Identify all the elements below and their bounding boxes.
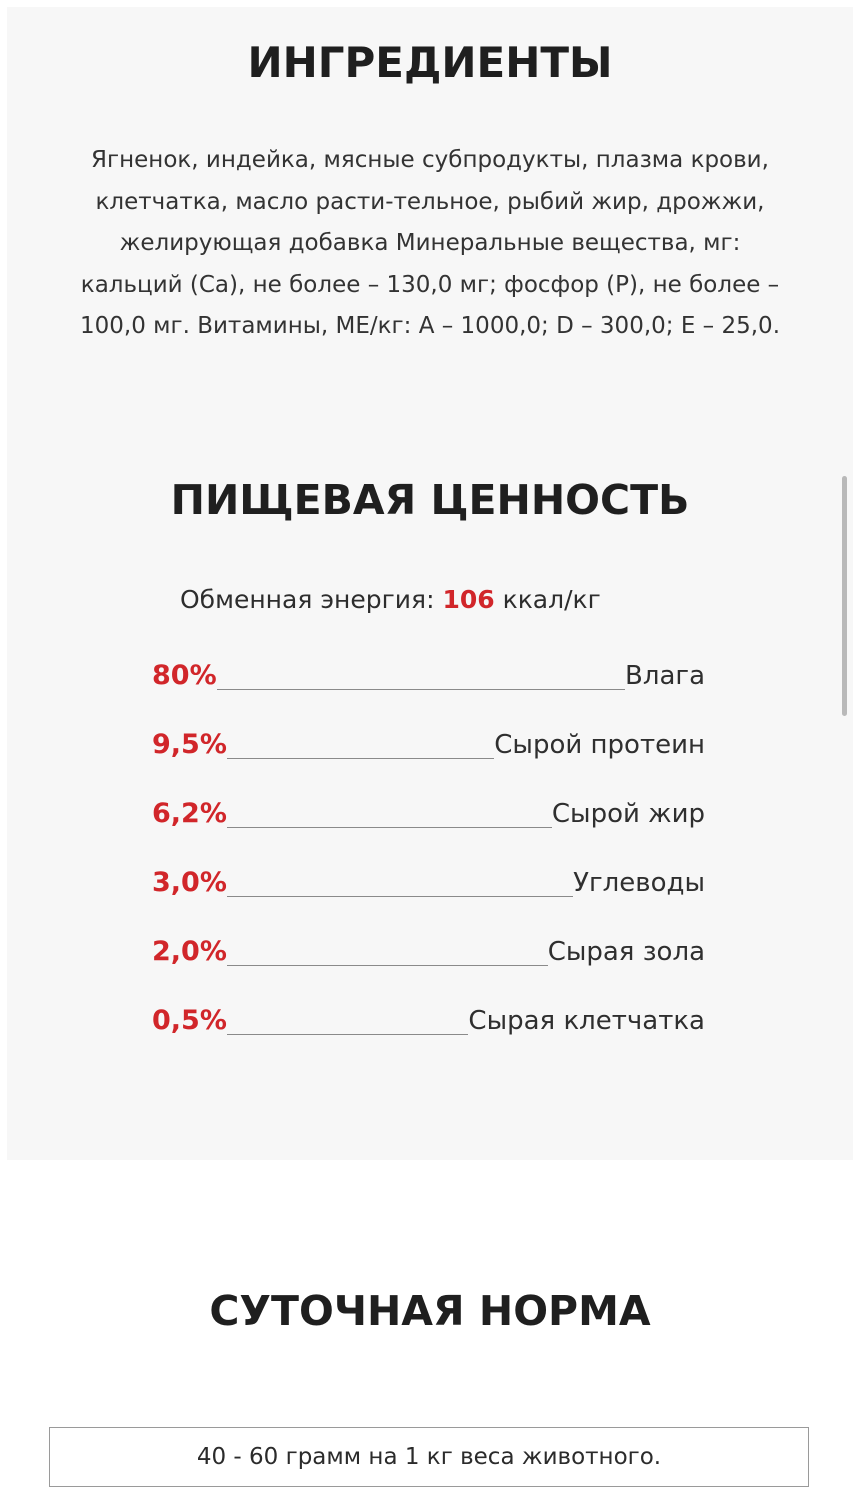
- daily-norm-heading: СУТОЧНАЯ НОРМА: [209, 1287, 651, 1335]
- energy-line: [180, 585, 601, 614]
- nutrient-row-ash: [152, 928, 705, 968]
- leader-line: [227, 964, 548, 966]
- nutrient-percent: 80%: [152, 660, 217, 691]
- ingredients-line: 100,0 мг. Витамины, МЕ/кг: А – 1000,0; D – 300,0; Е – 25,0.: [79, 313, 781, 339]
- daily-norm-box: [49, 1427, 809, 1487]
- nutrient-percent: 9,5%: [152, 729, 227, 760]
- ingredients-line: кальций (Са), не более – 130,0 мг; фосфор (Р), не более –: [80, 271, 780, 298]
- leader-line: [227, 1033, 469, 1035]
- ingredients-text: [40, 140, 820, 348]
- nutrition-heading: ПИЩЕВАЯ ЦЕННОСТЬ: [170, 476, 690, 524]
- nutrient-percent: 0,5%: [152, 1005, 227, 1036]
- nutrient-name: Сырой протеин: [494, 730, 705, 760]
- nutrient-row-moisture: [152, 652, 705, 692]
- nutrient-name: Сырая клетчатка: [468, 1006, 705, 1036]
- energy-label: Обменная энергия:: [180, 585, 435, 614]
- nutrient-percent: 3,0%: [152, 867, 227, 898]
- ingredients-line: желирующая добавка Минеральные вещества, мг:: [119, 230, 741, 256]
- ingredients-line: клетчатка, масло расти-тельное, рыбий жир, дрожжи,: [95, 188, 765, 215]
- nutrient-percent: 2,0%: [152, 936, 227, 967]
- nutrient-row-carbohydrates: [152, 859, 705, 899]
- leader-line: [217, 688, 625, 690]
- nutrient-name: Влага: [625, 661, 705, 691]
- nutrient-percent: 6,2%: [152, 798, 227, 829]
- nutrient-row-protein: [152, 721, 705, 761]
- nutrient-name: Углеводы: [573, 868, 705, 898]
- nutrient-row-fat: [152, 790, 705, 830]
- daily-norm-text: 40 - 60 грамм на 1 кг веса животного.: [196, 1444, 662, 1470]
- energy-value: 106: [442, 585, 495, 614]
- nutrient-name: Сырой жир: [551, 799, 705, 829]
- ingredients-line: Ягненок, индейка, мясные субпродукты, плазма крови,: [91, 147, 769, 173]
- energy-unit: ккал/кг: [502, 585, 601, 614]
- leader-line: [227, 826, 552, 828]
- leader-line: [227, 757, 494, 759]
- ingredients-heading: ИНГРЕДИЕНТЫ: [247, 38, 613, 87]
- nutrient-name: Сырая зола: [547, 937, 705, 967]
- leader-line: [227, 895, 573, 897]
- nutrient-row-fiber: [152, 997, 705, 1037]
